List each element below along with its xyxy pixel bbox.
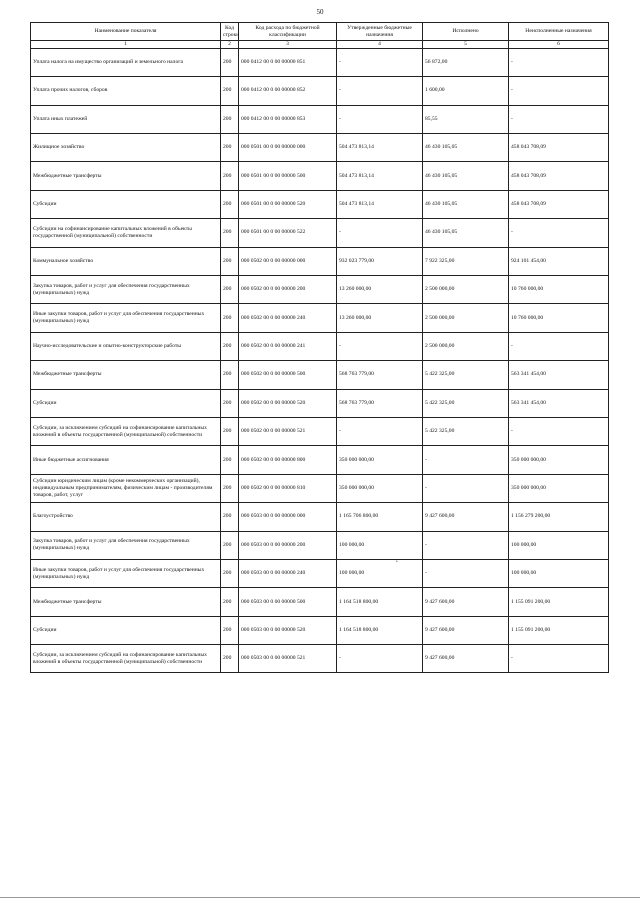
budget-execution-table <box>30 22 609 673</box>
row-approved-amount: - <box>337 105 423 133</box>
table-row <box>31 276 609 304</box>
row-expense-code: 000 0412 00 0 00 00000 852 <box>239 77 337 105</box>
row-expense-code: 000 0501 00 0 00 00000 500 <box>239 162 337 190</box>
table-body <box>31 48 609 673</box>
header-line-code: Код строки <box>221 23 239 41</box>
row-approved-amount: 1 164 518 800,00 <box>337 616 423 644</box>
row-approved-amount: 13 260 000,00 <box>337 276 423 304</box>
column-number: 3 <box>239 41 337 49</box>
row-unexecuted-amount: 563 341 454,00 <box>509 389 609 417</box>
row-executed-amount: - <box>423 531 509 559</box>
row-indicator-name: Иные закупки товаров, работ и услуг для обеспечения государственных (муниципальных) нужд <box>31 559 221 587</box>
row-expense-code: 000 0502 00 0 00 00000 200 <box>239 276 337 304</box>
table-row <box>31 389 609 417</box>
column-number: 1 <box>31 41 221 49</box>
row-unexecuted-amount: - <box>509 105 609 133</box>
row-unexecuted-amount: - <box>509 77 609 105</box>
row-line-code: 200 <box>221 304 239 332</box>
row-executed-amount: 2 500 000,00 <box>423 332 509 360</box>
table-row <box>31 446 609 474</box>
row-executed-amount: 5 422 325,00 <box>423 417 509 445</box>
row-expense-code: 000 0502 00 0 00 00000 000 <box>239 247 337 275</box>
row-indicator-name: Межбюджетные трансферты <box>31 588 221 616</box>
row-executed-amount: - <box>423 474 509 502</box>
stray-mark: • <box>396 560 398 565</box>
table-row <box>31 531 609 559</box>
row-line-code: 200 <box>221 219 239 247</box>
row-indicator-name: Субсидии <box>31 389 221 417</box>
table-header-row <box>31 23 609 41</box>
row-unexecuted-amount: 1 155 091 200,00 <box>509 588 609 616</box>
column-number-row <box>31 41 609 49</box>
row-line-code: 200 <box>221 531 239 559</box>
row-unexecuted-amount: 458 043 708,09 <box>509 134 609 162</box>
row-indicator-name: Межбюджетные трансферты <box>31 162 221 190</box>
row-expense-code: 000 0501 00 0 00 00000 520 <box>239 190 337 218</box>
row-indicator-name: Уплата налога на имущество организаций и земельного налога <box>31 48 221 76</box>
row-expense-code: 000 0503 00 0 00 00000 000 <box>239 503 337 531</box>
row-line-code: 200 <box>221 105 239 133</box>
row-executed-amount: 9 427 600,00 <box>423 616 509 644</box>
table-row <box>31 77 609 105</box>
column-number: 2 <box>221 41 239 49</box>
column-number: 5 <box>423 41 509 49</box>
row-indicator-name: Субсидии <box>31 616 221 644</box>
row-executed-amount: 56 872,00 <box>423 48 509 76</box>
row-line-code: 200 <box>221 503 239 531</box>
row-line-code: 200 <box>221 389 239 417</box>
row-indicator-name: Коммунальное хозяйство <box>31 247 221 275</box>
table-row <box>31 48 609 76</box>
row-line-code: 200 <box>221 77 239 105</box>
row-executed-amount: 9 427 600,00 <box>423 645 509 673</box>
row-expense-code: 000 0503 00 0 00 00000 500 <box>239 588 337 616</box>
row-expense-code: 000 0502 00 0 00 00000 520 <box>239 389 337 417</box>
row-unexecuted-amount: 924 101 454,00 <box>509 247 609 275</box>
row-unexecuted-amount: 1 156 279 200,00 <box>509 503 609 531</box>
row-line-code: 200 <box>221 446 239 474</box>
table-row <box>31 361 609 389</box>
row-approved-amount: 568 763 779,00 <box>337 361 423 389</box>
row-unexecuted-amount: 350 000 000,00 <box>509 474 609 502</box>
row-indicator-name: Научно-исследовательские и опытно-конструкторские работы <box>31 332 221 360</box>
row-executed-amount: 9 427 600,00 <box>423 588 509 616</box>
row-approved-amount: 504 473 813,14 <box>337 134 423 162</box>
row-approved-amount: 504 473 813,14 <box>337 162 423 190</box>
row-approved-amount: 932 023 779,00 <box>337 247 423 275</box>
header-expense-code: Код расхода по бюджетной классификации <box>239 23 337 41</box>
row-expense-code: 000 0502 00 0 00 00000 500 <box>239 361 337 389</box>
row-executed-amount: 46 430 105,05 <box>423 190 509 218</box>
row-line-code: 200 <box>221 588 239 616</box>
row-approved-amount: 100 000,00 <box>337 559 423 587</box>
row-unexecuted-amount: 10 760 000,00 <box>509 304 609 332</box>
row-executed-amount: - <box>423 559 509 587</box>
row-indicator-name: Иные закупки товаров, работ и услуг для обеспечения государственных (муниципальных) нужд <box>31 304 221 332</box>
table-row <box>31 105 609 133</box>
row-unexecuted-amount: 10 760 000,00 <box>509 276 609 304</box>
table-row <box>31 417 609 445</box>
row-executed-amount: 2 500 000,00 <box>423 304 509 332</box>
row-indicator-name: Субсидии, за исключением субсидий на софинансирование капитальных вложений в объекты государственной (муниципальной) собственности <box>31 645 221 673</box>
row-unexecuted-amount: 458 043 708,09 <box>509 162 609 190</box>
table-row <box>31 162 609 190</box>
row-expense-code: 000 0501 00 0 00 00000 522 <box>239 219 337 247</box>
row-expense-code: 000 0412 00 0 00 00000 853 <box>239 105 337 133</box>
row-indicator-name: Субсидии юридическим лицам (кроме некоммерческих организаций), индивидуальным предпринимателям, физическим лицам - производителям товаров, работ, услуг <box>31 474 221 502</box>
table-row <box>31 588 609 616</box>
row-line-code: 200 <box>221 474 239 502</box>
row-line-code: 200 <box>221 190 239 218</box>
row-line-code: 200 <box>221 361 239 389</box>
row-unexecuted-amount: 100 000,00 <box>509 559 609 587</box>
row-approved-amount: - <box>337 645 423 673</box>
row-executed-amount: 9 427 600,00 <box>423 503 509 531</box>
row-unexecuted-amount: 563 341 454,00 <box>509 361 609 389</box>
row-expense-code: 000 0501 00 0 00 00000 000 <box>239 134 337 162</box>
table-row <box>31 616 609 644</box>
row-expense-code: 000 0502 00 0 00 00000 800 <box>239 446 337 474</box>
row-unexecuted-amount: 350 000 000,00 <box>509 446 609 474</box>
row-unexecuted-amount: - <box>509 645 609 673</box>
row-unexecuted-amount: - <box>509 332 609 360</box>
header-indicator-name: Наименование показателя <box>31 23 221 41</box>
row-approved-amount: 1 164 518 800,00 <box>337 588 423 616</box>
row-indicator-name: Субсидии, за исключением субсидий на софинансирование капитальных вложений в объекты государственной (муниципальной) собственности <box>31 417 221 445</box>
row-unexecuted-amount: 100 000,00 <box>509 531 609 559</box>
row-indicator-name: Субсидии на софинансирование капитальных вложений в объекты государственной (муниципальной) собственности <box>31 219 221 247</box>
table-row <box>31 190 609 218</box>
table-row <box>31 332 609 360</box>
table-row <box>31 134 609 162</box>
table-row <box>31 474 609 502</box>
row-executed-amount: 2 500 000,00 <box>423 276 509 304</box>
row-line-code: 200 <box>221 616 239 644</box>
row-approved-amount: - <box>337 219 423 247</box>
row-approved-amount: - <box>337 48 423 76</box>
page-number: 50 <box>316 8 324 16</box>
row-executed-amount: 46 430 105,05 <box>423 134 509 162</box>
row-executed-amount: 5 422 325,00 <box>423 361 509 389</box>
row-approved-amount: - <box>337 417 423 445</box>
table-row <box>31 219 609 247</box>
row-approved-amount: 13 260 000,00 <box>337 304 423 332</box>
row-line-code: 200 <box>221 247 239 275</box>
row-indicator-name: Межбюджетные трансферты <box>31 361 221 389</box>
row-line-code: 200 <box>221 417 239 445</box>
row-line-code: 200 <box>221 134 239 162</box>
row-expense-code: 000 0412 00 0 00 00000 851 <box>239 48 337 76</box>
row-indicator-name: Закупка товаров, работ и услуг для обеспечения государственных (муниципальных) нужд <box>31 276 221 304</box>
header-executed: Исполнено <box>423 23 509 41</box>
table-row <box>31 559 609 587</box>
row-expense-code: 000 0502 00 0 00 00000 240 <box>239 304 337 332</box>
row-approved-amount: 350 000 000,00 <box>337 474 423 502</box>
row-approved-amount: 568 763 779,00 <box>337 389 423 417</box>
row-executed-amount: 46 430 105,05 <box>423 219 509 247</box>
row-indicator-name: Закупка товаров, работ и услуг для обеспечения государственных (муниципальных) нужд <box>31 531 221 559</box>
row-indicator-name: Жилищное хозяйство <box>31 134 221 162</box>
row-approved-amount: 504 473 813,14 <box>337 190 423 218</box>
row-indicator-name: Иные бюджетные ассигнования <box>31 446 221 474</box>
row-executed-amount: 46 430 105,05 <box>423 162 509 190</box>
row-unexecuted-amount: 1 155 091 200,00 <box>509 616 609 644</box>
table-row <box>31 645 609 673</box>
row-expense-code: 000 0503 00 0 00 00000 240 <box>239 559 337 587</box>
header-unexecuted: Неисполненные назначения <box>509 23 609 41</box>
row-expense-code: 000 0503 00 0 00 00000 520 <box>239 616 337 644</box>
row-executed-amount: 85,55 <box>423 105 509 133</box>
table-row <box>31 304 609 332</box>
row-expense-code: 000 0503 00 0 00 00000 521 <box>239 645 337 673</box>
row-approved-amount: - <box>337 77 423 105</box>
table-row <box>31 503 609 531</box>
row-executed-amount: 7 922 325,00 <box>423 247 509 275</box>
column-number: 4 <box>337 41 423 49</box>
row-approved-amount: 350 000 000,00 <box>337 446 423 474</box>
row-indicator-name: Уплата иных платежей <box>31 105 221 133</box>
table-row <box>31 247 609 275</box>
row-executed-amount: 1 600,00 <box>423 77 509 105</box>
row-unexecuted-amount: - <box>509 48 609 76</box>
row-line-code: 200 <box>221 332 239 360</box>
row-line-code: 200 <box>221 645 239 673</box>
row-expense-code: 000 0503 00 0 00 00000 200 <box>239 531 337 559</box>
row-approved-amount: 1 165 706 800,00 <box>337 503 423 531</box>
row-unexecuted-amount: - <box>509 417 609 445</box>
row-indicator-name: Субсидии <box>31 190 221 218</box>
row-line-code: 200 <box>221 48 239 76</box>
row-expense-code: 000 0502 00 0 00 00000 810 <box>239 474 337 502</box>
row-unexecuted-amount: - <box>509 219 609 247</box>
header-approved: Утвержденные бюджетные назначения <box>337 23 423 41</box>
row-approved-amount: 100 000,00 <box>337 531 423 559</box>
page-bottom-rule <box>0 897 640 898</box>
row-executed-amount: - <box>423 446 509 474</box>
row-approved-amount: - <box>337 332 423 360</box>
row-line-code: 200 <box>221 276 239 304</box>
row-indicator-name: Уплата прочих налогов, сборов <box>31 77 221 105</box>
column-number: 6 <box>509 41 609 49</box>
row-expense-code: 000 0502 00 0 00 00000 241 <box>239 332 337 360</box>
row-indicator-name: Благоустройство <box>31 503 221 531</box>
row-executed-amount: 5 422 325,00 <box>423 389 509 417</box>
row-line-code: 200 <box>221 162 239 190</box>
row-unexecuted-amount: 458 043 708,09 <box>509 190 609 218</box>
row-line-code: 200 <box>221 559 239 587</box>
row-expense-code: 000 0502 00 0 00 00000 521 <box>239 417 337 445</box>
